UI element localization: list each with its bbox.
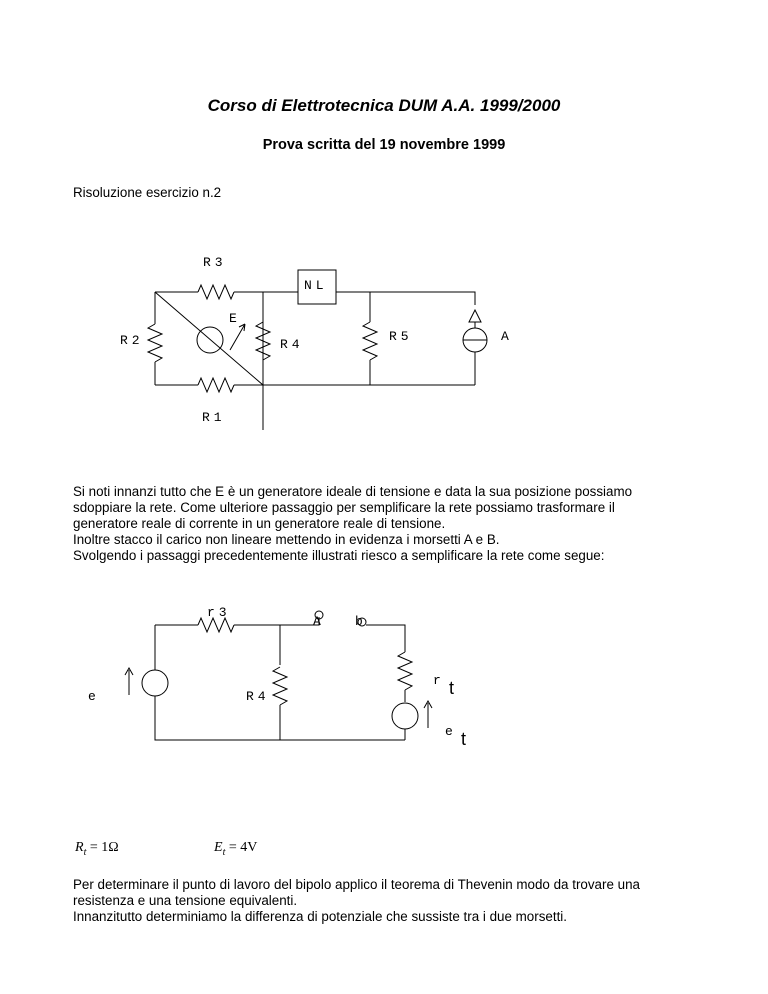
- resistor-r4: [273, 667, 287, 705]
- paragraph-line: Si noti innanzi tutto che E è un generatore ideale di tensione e data la sua posizione possiamo: [73, 484, 633, 499]
- equation-rhs: = 4V: [228, 840, 258, 855]
- label-r4: R4: [246, 689, 270, 704]
- voltage-source-et: [392, 703, 418, 729]
- circuit-diagram-2: [0, 595, 768, 770]
- equation-subscript: t: [83, 846, 87, 858]
- section-heading: Risoluzione esercizio n.2: [73, 185, 222, 200]
- label-et: e: [445, 724, 457, 739]
- label-r3: R3: [203, 255, 227, 270]
- label-rt-subscript: t: [449, 678, 455, 698]
- paragraph-2: [73, 877, 723, 925]
- label-et-subscript: t: [461, 729, 467, 749]
- wire: [234, 617, 319, 625]
- label-r2: R2: [120, 333, 144, 348]
- equation-rt: [75, 840, 119, 858]
- equation-et: [214, 840, 257, 858]
- equation-symbol: R: [75, 840, 84, 855]
- document-subtitle: Prova scritta del 19 novembre 1999: [262, 137, 506, 153]
- paragraph-line: Svolgendo i passaggi precedentemente illustrati riesco a semplificare la rete come segue:: [73, 548, 605, 563]
- source-arrow: [424, 701, 432, 728]
- resistor-rt: [398, 652, 412, 690]
- label-a: A: [313, 614, 325, 629]
- label-b: b: [355, 614, 367, 629]
- paragraph-line: Innanzitutto determiniamo la differenza di potenziale che sussiste tra i due morsetti.: [73, 909, 567, 924]
- resistor-r5: [363, 322, 377, 360]
- label-rt: r: [433, 673, 445, 688]
- resistor-r3: [198, 618, 234, 632]
- label-r4: R4: [280, 337, 304, 352]
- equation-rhs: = 1Ω: [89, 840, 119, 855]
- paragraph-line: Per determinare il punto di lavoro del bipolo applico il teorema di Thevenin modo da trovare una: [73, 877, 640, 892]
- resistor-r3: [198, 285, 234, 299]
- paragraph-line: Inoltre stacco il carico non lineare mettendo in evidenza i morsetti A e B.: [73, 532, 500, 547]
- label-r5: R5: [389, 329, 413, 344]
- label-a: A: [501, 329, 513, 344]
- paragraph-line: resistenza e una tensione equivalenti.: [73, 893, 298, 908]
- equation-symbol: E: [214, 840, 223, 855]
- label-nl: NL: [304, 278, 328, 293]
- wire: [155, 292, 263, 385]
- source-arrow: [125, 668, 133, 695]
- paragraph-1: [73, 484, 713, 564]
- circuit-diagram-1: [0, 240, 768, 430]
- voltage-source-e: [142, 670, 168, 696]
- source-arrow: [230, 324, 245, 350]
- label-r3: r3: [207, 605, 231, 620]
- source-arrow: [469, 310, 481, 322]
- equation-subscript: t: [222, 846, 226, 858]
- resistor-r1: [198, 378, 234, 392]
- label-e: e: [88, 689, 100, 704]
- wire: [336, 292, 475, 305]
- label-r1: R1: [202, 410, 226, 425]
- wire: [366, 625, 405, 652]
- paragraph-line: sdoppiare la rete. Come ulteriore passaggio per semplificare la rete possiamo trasformare il: [73, 500, 615, 515]
- resistor-r2: [148, 324, 162, 362]
- paragraph-line: generatore reale di corrente in un generatore reale di tensione.: [73, 516, 446, 531]
- document-title: Corso di Elettrotecnica DUM A.A. 1999/2000: [207, 96, 561, 115]
- label-e: E: [229, 311, 241, 326]
